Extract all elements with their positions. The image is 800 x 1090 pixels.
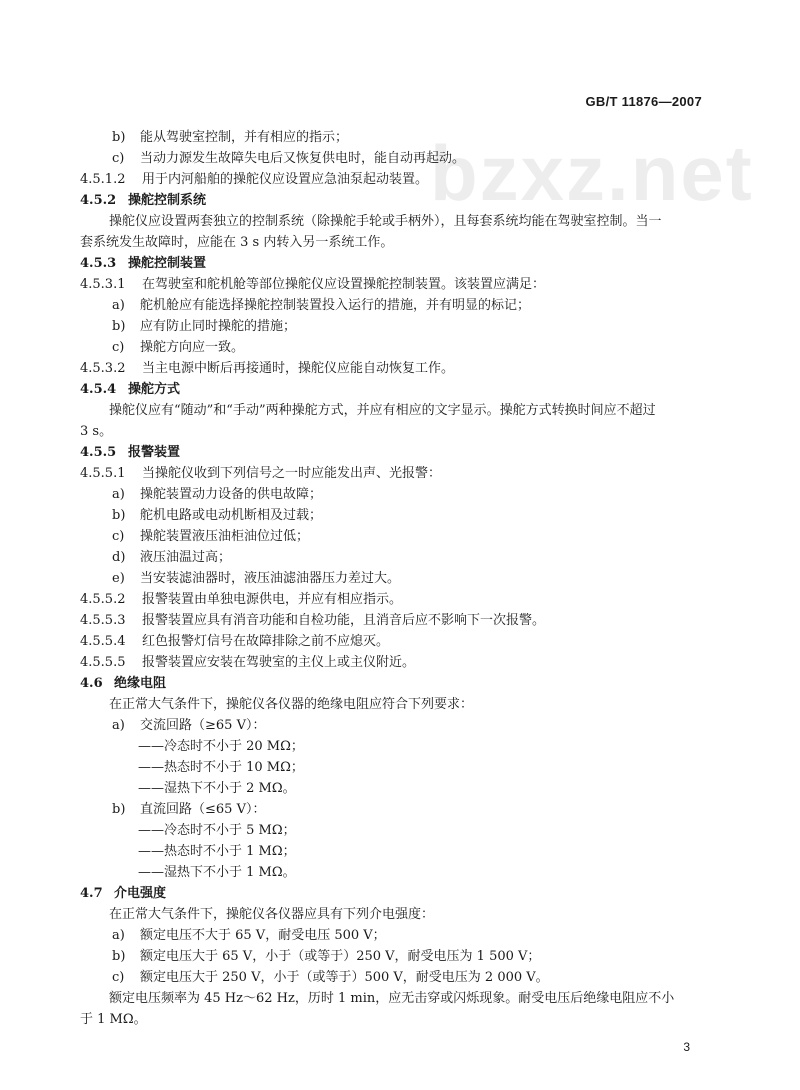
section-heading: 4.5.5 报警装置	[80, 445, 181, 460]
dash-item: ——冷态时不小于 5 MΩ；	[138, 823, 296, 838]
dash-item: ——热态时不小于 10 MΩ；	[138, 760, 304, 775]
clause-line: 4.5.5.1 当操舵仪收到下列信号之一时应能发出声、光报警：	[80, 466, 442, 481]
list-item: b) 直流回路（≤65 V）：	[112, 802, 266, 817]
paragraph-line: 在正常大气条件下，操舵仪各仪器应具有下列介电强度：	[109, 907, 435, 922]
list-item: b) 额定电压大于 65 V，小于（或等于）250 V，耐受电压为 1 500 V；	[112, 949, 541, 964]
list-item: b) 应有防止同时操舵的措施；	[112, 319, 297, 334]
standard-code: GB/T 11876—2007	[585, 94, 702, 109]
list-item: c) 操舵装置液压油柜油位过低；	[112, 529, 310, 544]
watermark: bzxz.net	[430, 129, 754, 217]
section-heading: 4.5.3 操舵控制装置	[80, 256, 207, 271]
paragraph-line: 套系统发生故障时，应能在 3 s 内转入另一系统工作。	[80, 235, 394, 250]
clause-line: 4.5.3.1 在驾驶室和舵机舱等部位操舵仪应设置操舵控制装置。该装置应满足：	[80, 277, 546, 292]
paragraph-line: 3 s。	[80, 424, 113, 439]
list-item: d) 液压油温过高；	[112, 550, 232, 565]
paragraph-line: 操舵仪应有“随动”和“手动”两种操舵方式，并应有相应的文字显示。操舵方式转换时间应不超过	[109, 403, 656, 418]
list-item: b) 舵机电路或电动机断相及过载；	[112, 508, 323, 523]
paragraph-line: 于 1 MΩ。	[80, 1012, 147, 1027]
paragraph-line: 额定电压频率为 45 Hz～62 Hz，历时 1 min，应无击穿或闪烁现象。耐受电压后绝缘电阻应不小	[109, 991, 675, 1006]
clause-line: 4.5.5.5 报警装置应安装在驾驶室的主仪上或主仪附近。	[80, 655, 416, 670]
list-item: a) 操舵装置动力设备的供电故障；	[112, 487, 323, 502]
list-item: e) 当安装滤油器时，液压油滤油器压力差过大。	[112, 571, 401, 586]
dash-item: ——湿热下不小于 1 MΩ。	[138, 865, 296, 880]
section-heading: 4.5.2 操舵控制系统	[80, 193, 207, 208]
list-item: a) 额定电压不大于 65 V，耐受电压 500 V；	[112, 928, 386, 943]
section-heading: 4.7 介电强度	[80, 886, 167, 901]
list-item: b) 能从驾驶室控制，并有相应的指示；	[112, 130, 349, 145]
list-item: c) 当动力源发生故障失电后又恢复供电时，能自动再起动。	[112, 151, 466, 166]
dash-item: ——热态时不小于 1 MΩ；	[138, 844, 296, 859]
list-item: a) 舵机舱应有能选择操舵控制装置投入运行的措施，并有明显的标记；	[112, 298, 531, 313]
list-item: c) 额定电压大于 250 V，小于（或等于）500 V，耐受电压为 2 000 V。	[112, 970, 549, 985]
list-item: a) 交流回路（≥65 V）：	[112, 718, 266, 733]
clause-line: 4.5.5.4 红色报警灯信号在故障排除之前不应熄灭。	[80, 634, 390, 649]
clause-line: 4.5.5.2 报警装置由单独电源供电，并应有相应指示。	[80, 592, 403, 607]
clause-line: 4.5.3.2 当主电源中断后再接通时，操舵仪应能自动恢复工作。	[80, 361, 455, 376]
paragraph-line: 在正常大气条件下，操舵仪各仪器的绝缘电阻应符合下列要求：	[109, 697, 474, 712]
section-heading: 4.5.4 操舵方式	[80, 382, 181, 397]
clause-line: 4.5.1.2 用于内河船舶的操舵仪应设置应急油泵起动装置。	[80, 172, 429, 187]
section-heading: 4.6 绝缘电阻	[80, 676, 167, 691]
clause-line: 4.5.5.3 报警装置应具有消音功能和自检功能，且消音后应不影响下一次报警。	[80, 613, 546, 628]
page-number: 3	[683, 1040, 690, 1054]
list-item: c) 操舵方向应一致。	[112, 340, 245, 355]
dash-item: ——冷态时不小于 20 MΩ；	[138, 739, 304, 754]
dash-item: ——湿热下不小于 2 MΩ。	[138, 781, 296, 796]
paragraph-line: 操舵仪应设置两套独立的控制系统（除操舵手轮或手柄外），且每套系统均能在驾驶室控制。当一	[109, 214, 662, 229]
